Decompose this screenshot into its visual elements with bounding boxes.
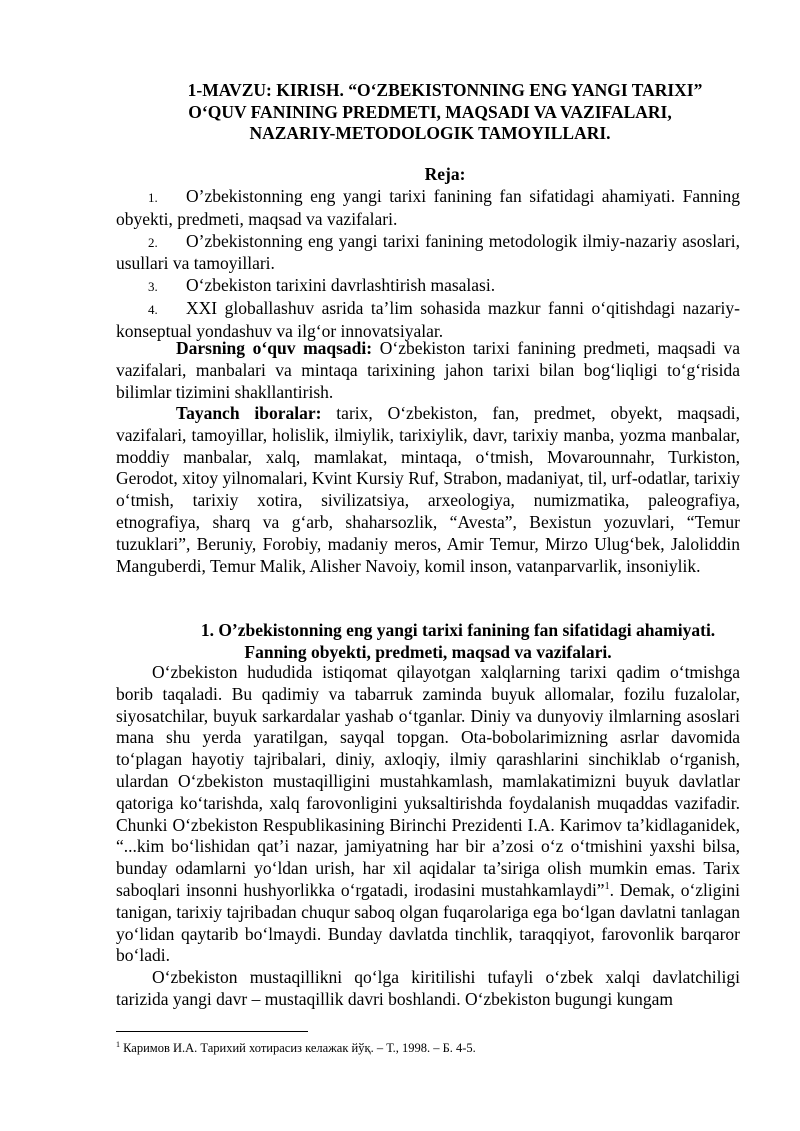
plan-text: O‘zbekiston tarixini davrlashtirish masalasi. [186, 275, 496, 296]
title-line-3: NAZARIY-METODOLOGIK TAMOYILLARI. [249, 123, 611, 143]
paragraph-text: . Demak, o‘zligini tanigan, tarixiy tajribadan chuqur saboq olgan fuqarolariga ega bo‘lgan davlatni tanlagan yo‘lidan qaytarib bo‘lmaydi. Bunday davlatda tinchlik, taraqqiyot, farovonlik barqaror bo‘ladi. [116, 879, 740, 966]
plan-heading: Reja: [424, 164, 466, 184]
plan-number: 3. [148, 279, 158, 295]
footnote-separator [116, 1031, 308, 1032]
footnote [116, 1040, 740, 1056]
footnote-text: Каримов И.А. Тарихий хотирасиз келажак йўқ. – Т., 1998. – Б. 4-5. [120, 1041, 476, 1055]
plan-item-1 [116, 186, 740, 231]
section-heading [116, 620, 740, 664]
footnote-mark: 1 [116, 1039, 120, 1049]
plan-item-3 [116, 275, 740, 298]
section-heading-line-2: Fanning obyekti, predmeti, maqsad va vazifalari. [244, 641, 612, 662]
body-paragraph-1 [116, 662, 740, 967]
plan-number: 2. [148, 234, 158, 250]
paragraph-text: O‘zbekiston hududida istiqomat qilayotgan xalqlarning tarixi qadim o‘tmishga borib taqaladi. Bu qadimiy va tabarruk zaminda buyuk allomalar, fozilu fuzalolar, siyosatchilar, buyuk sarkardalar yashab o‘tganlar. Diniy va dunyoviy ilmlarning asoslari mana shu yerda yaratilgan, sayqal topgan. Ota-bobolarimizning asrlar davomida to‘plagan hayotiy tajribalari, diniy, axloqiy, ilmiy qarashlarini sinchiklab o‘rganish, ulardan O‘zbekiston mustaqilligini mustahkamlash, mamlakatimizni buyuk davlatlar qatoriga ko‘tarishda, xalq farovonligini yuksaltirishda foydalanish muqaddas vazifadir. Chunki O‘zbekiston Respublikasining Birinchi Prezidenti I.A. Karimov ta’kidlaganidek, “...kim bo‘lishidan qat’i nazar, jamiyatning har bir a’zosi o‘z o‘tmishini yaxshi bilsa, bunday odamlarni yo‘ldan urish, har xil aqidalar ta’siriga olish mumkin emas. Tarix saboqlari insonni hushyorlikka o‘rgatadi, irodasini mustahkamlaydi” [116, 662, 740, 900]
plan-number: 4. [148, 301, 158, 317]
plan-list [116, 186, 740, 343]
footnote-reference[interactable]: 1 [604, 881, 610, 893]
lesson-goal [116, 338, 740, 403]
keywords-label: Tayanch iboralar: [176, 403, 322, 423]
keywords [116, 403, 740, 577]
section-heading-line-1: 1. O’zbekistonning eng yangi tarixi fanining fan sifatidagi ahamiyati. [200, 620, 716, 640]
body-paragraph-2 [116, 967, 740, 1011]
plan-text: O’zbekistonning eng yangi tarixi fanining fan sifatidagi ahamiyati. Fanning obyekti, predmeti, maqsad va vazifalari. [116, 186, 740, 229]
page-title [110, 80, 750, 145]
title-line-2: O‘QUV FANINING PREDMETI, MAQSADI VA VAZIFALARI, [188, 101, 672, 122]
plan-text: O’zbekistonning eng yangi tarixi fanining metodologik ilmiy-nazariy asoslari, usullari va tamoyillari. [116, 230, 740, 274]
plan-item-2 [116, 231, 740, 276]
lesson-goal-text: O‘zbekiston tarixi fanining predmeti, maqsadi va vazifalari, manbalari va mintaqa tarixining jahon tarixi bilan bog‘liqligi to‘g‘risida bilimlar tizimini shakllantirish. [116, 338, 740, 402]
lesson-goal-label: Darsning o‘quv maqsadi: [176, 338, 373, 358]
plan-number: 1. [148, 190, 158, 205]
paragraph-text: O‘zbekiston mustaqillikni qo‘lga kiritilishi tufayli o‘zbek xalqi davlatchiligi tarizida yangi davr – mustaqillik davri boshlandi. O‘zbekiston bugungi kungam [116, 967, 740, 1009]
keywords-text: tarix, O‘zbekiston, fan, predmet, obyekt, maqsadi, vazifalari, tamoyillar, holislik, ilmiylik, tarixiylik, davr, tarixiy manba, yozma manbalar, moddiy manbalar, xalq, mamlakat, mintaqa, o‘tmish, Movarounnahr, Turkiston, Gerodot, xitoy yilnomalari, Kvint Kursiy Ruf, Strabon, madaniyat, til, urf-odatlar, tarixiy o‘tmish, tarixiy xotira, sivilizatsiya, arxeologiya, numizmatika, paleografiya, etnografiya, sharq va g‘arb, shaharsozlik, “Avesta”, Bexistun yozuvlari, “Temur tuzuklari”, Beruniy, Forobiy, madaniy meros, Amir Temur, Mirzo Ulug‘bek, Jaloliddin Manguberdi, Temur Malik, Alisher Navoiy, komil inson, vatanparvarlik, insoniylik. [116, 403, 741, 576]
title-line-1: 1-MAVZU: KIRISH. “O‘ZBEKISTONNING ENG YANGI TARIXI” [187, 80, 703, 100]
plan-text: XXI globallashuv asrida ta’lim sohasida mazkur fanni o‘qitishdagi nazariy-konseptual yondashuv va ilg‘or innovatsiyalar. [116, 297, 740, 341]
section-body [116, 662, 740, 1011]
plan-item-4 [116, 298, 740, 343]
